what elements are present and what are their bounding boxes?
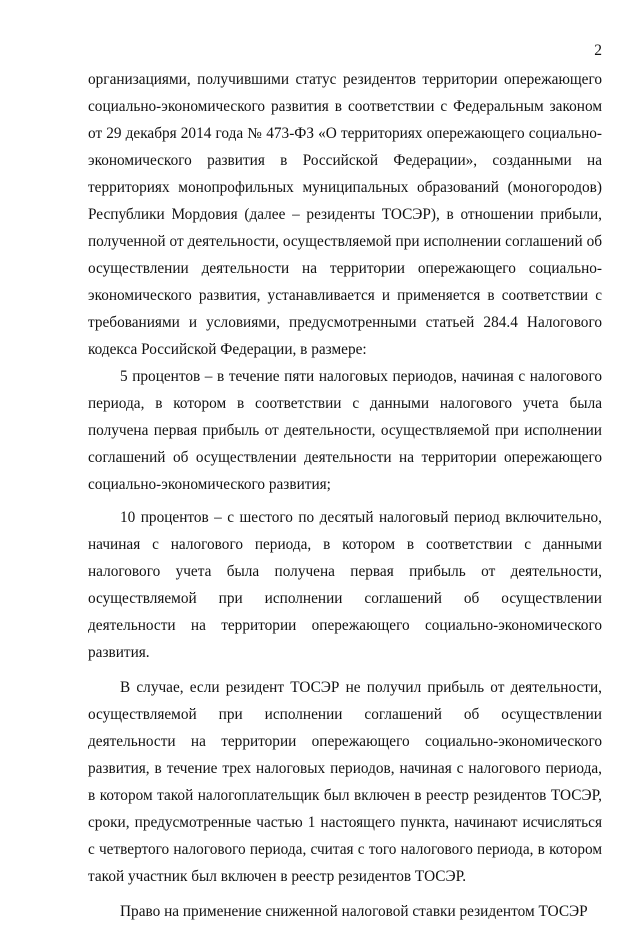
paragraph-no-profit-case: В случае, если резидент ТОСЭР не получил прибыль от деятельности, осуществляемой при исполнении соглашений об осуществлении деятельности на территории опережающего социально-экономического развития, в течение трех налоговых периодов, начиная с налогового периода, в котором такой налогоплательщик был включен в реестр резидентов ТОСЭР, сроки, предусмотренные частью 1 настоящего пункта, начинают исчисляться с четвертого налогового периода, считая с того налогового периода, в котором такой участник был включен в реестр резидентов ТОСЭР.: [88, 679, 602, 885]
paragraph-right-to-reduced-rate: Право на применение сниженной налоговой ставки резидентом ТОСЭР: [120, 903, 588, 920]
paragraph-continuation: организациями, получившими статус резидентов территории опережающего социально-экономического развития в соответствии с Федеральным законом от 29 декабря 2014 года № 473-ФЗ «О территориях опережающего социально-экономического развития в Российской Федерации», созданными на территориях монопрофильных муниципальных образований (моногородов) Республики Мордовия (далее – резиденты ТОСЭР), в отношении прибыли, полученной от деятельности, осуществляемой при исполнении соглашений об осуществлении деятельности на территории опережающего социально-экономического развития, устанавливается и применяется в соответствии с требованиями и условиями, предусмотренными статьей 284.4 Налогового кодекса Российской Федерации, в размере:: [88, 71, 602, 358]
paragraph-10-percent: 10 процентов – с шестого по десятый налоговый период включительно, начиная с налогового периода, в котором в соответствии с данными налогового учета была получена первая прибыль от деятельности, осуществляемой при исполнении соглашений об осуществлении деятельности на территории опережающего социально-экономического развития.: [88, 509, 602, 661]
page-number: 2: [594, 42, 602, 59]
paragraph-5-percent: 5 процентов – в течение пяти налоговых периодов, начиная с налогового периода, в котором в соответствии с данными налогового учета была получена первая прибыль от деятельности, осуществляемой при исполнении соглашений об осуществлении деятельности на территории опережающего социально-экономического развития;: [88, 368, 602, 493]
document-body: [88, 66, 602, 931]
